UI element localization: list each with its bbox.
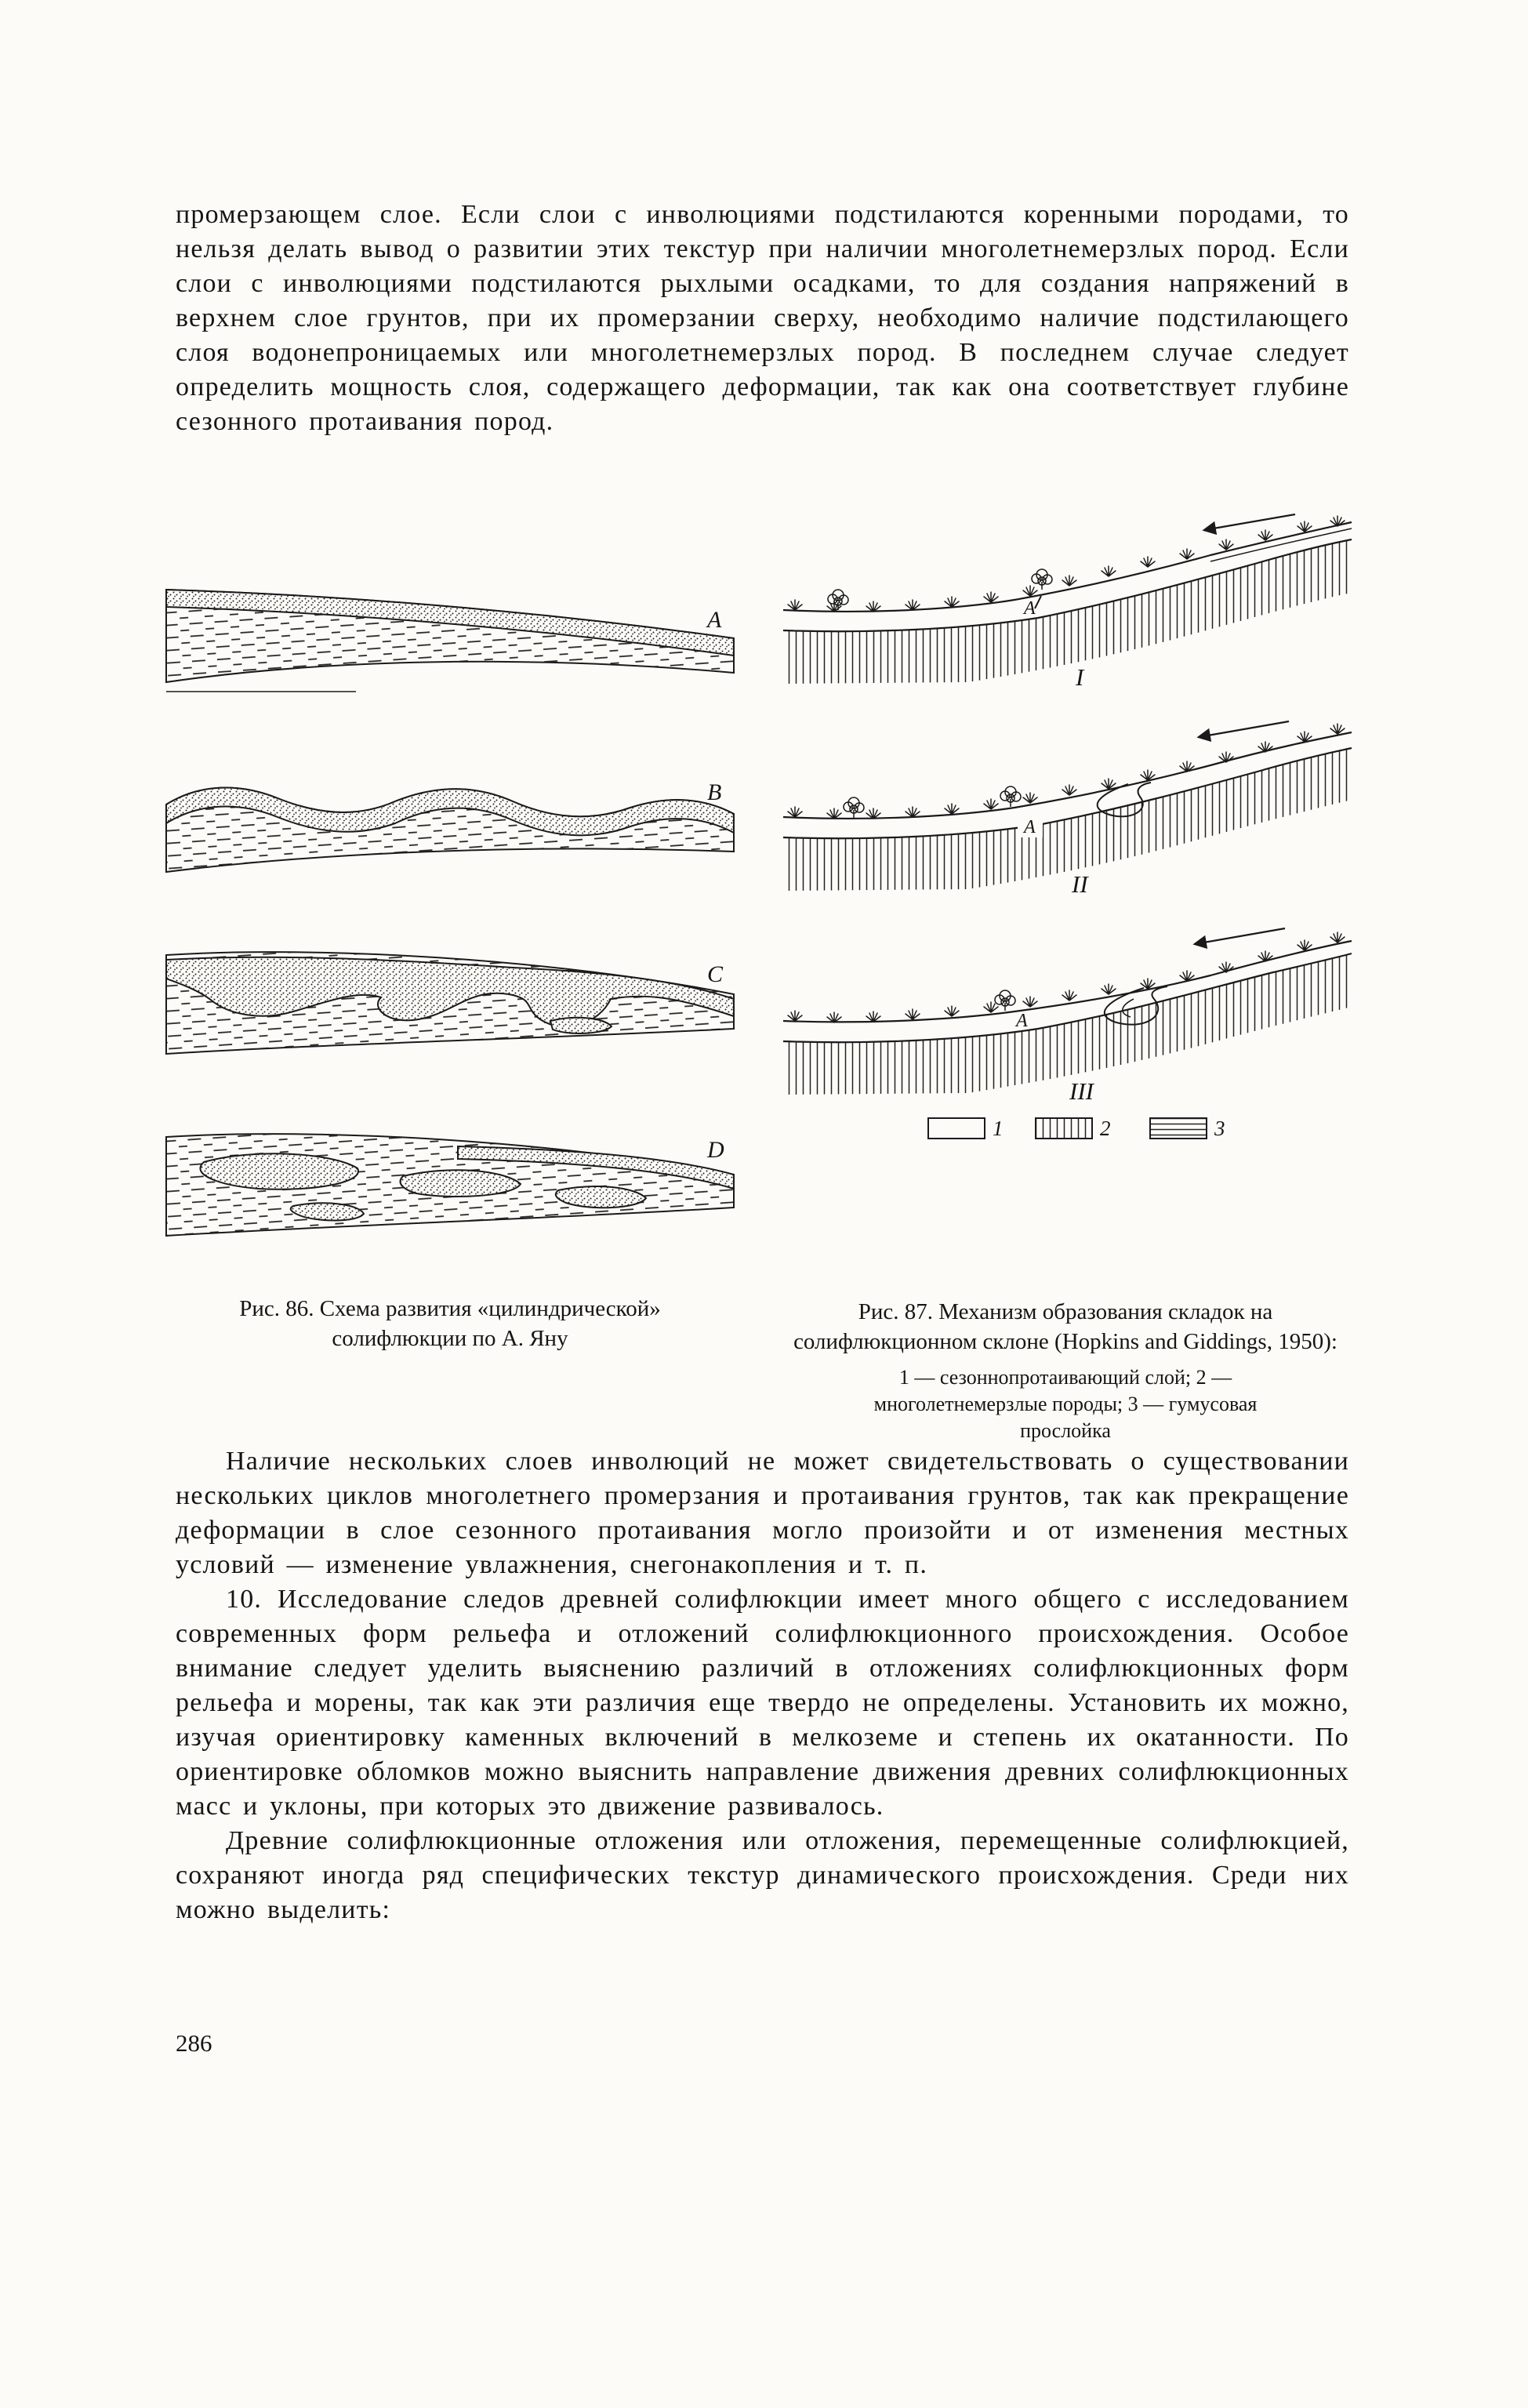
- fold-label: А: [1024, 598, 1036, 619]
- figure-86-panel-b: [160, 753, 740, 890]
- figure-86-panel-c: [160, 933, 740, 1070]
- fold-label: А: [1016, 1011, 1028, 1031]
- legend-number-3: 3: [1214, 1117, 1225, 1140]
- bush-icon: [1032, 569, 1052, 590]
- figure-87-legend: [771, 1110, 1359, 1150]
- figure-86-panel-d: [160, 1113, 740, 1251]
- legend-number-2: 2: [1100, 1117, 1111, 1140]
- fold-label: А: [1024, 817, 1036, 837]
- figure-87-panel-3: [771, 905, 1359, 1101]
- bush-icon: [995, 990, 1015, 1011]
- bush-icon: [844, 797, 864, 818]
- legend-swatch-humus: [1150, 1118, 1207, 1139]
- flow-arrow: [1199, 721, 1289, 737]
- page-number: 286: [176, 2029, 212, 2057]
- figure-87-caption: Рис. 87. Механизм образования складок на солифлюкционном склоне (Hopkins and Giddings, 1950):: [793, 1299, 1337, 1354]
- lens-1: [200, 1153, 358, 1189]
- panel-numeral-1: I: [1076, 663, 1084, 690]
- flow-arrow: [1204, 514, 1295, 530]
- figure-86-caption: Рис. 86. Схема развития «цилиндрической» солифлюкции по А. Яну: [239, 1296, 661, 1351]
- legend-swatch-permafrost: [1036, 1118, 1092, 1139]
- paragraph: Наличие нескольких слоев инволюций не может свидетельствовать о существовании нескольких циклов многолетнего промерзания и протаивания грунтов, так как прекращение деформации в слое сезонного протаивания могло произойти и от изменения местных условий — изменение увлажнения, снегонакопления и т. п.: [176, 1447, 1349, 1579]
- panel-label-c: C: [707, 961, 724, 987]
- figure-86: [160, 494, 740, 1444]
- figure-87-panel-1: [771, 494, 1359, 690]
- bush-icon: [1000, 786, 1021, 807]
- panel-label-b: B: [707, 779, 722, 805]
- panel-numeral-3: III: [1069, 1077, 1094, 1101]
- legend-swatch-thaw: [928, 1118, 985, 1139]
- figure-87-panel-2: [771, 699, 1359, 895]
- flow-arrow: [1195, 928, 1285, 944]
- figure-86-panel-a: [160, 572, 740, 710]
- step-line: [1035, 596, 1041, 608]
- figure-87: [771, 494, 1359, 1444]
- bush-icon: [828, 590, 848, 610]
- legend-number-1: 1: [993, 1117, 1004, 1140]
- panel-numeral-2: II: [1072, 870, 1088, 895]
- paragraph: Древние солифлюкционные отложения или отложения, перемещенные солифлюкцией, сохраняют иногда ряд специфических текстур динамического происхождения. Среди них можно выделить:: [176, 1826, 1349, 1924]
- paragraph: 10. Исследование следов древней солифлюкции имеет много общего с исследованием современных форм рельефа и отложений солифлюкционного происхождения. Особое внимание следует уделить выяснению различий в отложениях солифлюкционных форм рельефа и морены, так как эти различия еще твердо не определены. Установить их можно, изучая ориентировку каменных включений в мелкоземе и степень их окатанности. По ориентировке обломков можно выяснить направление движения древних солифлюкционных масс и уклоны, при которых это движение развивалось.: [176, 1585, 1349, 1821]
- figure-87-legend-text: 1 — сезоннопротаивающий слой; 2 — многолетнемерзлые породы; 3 — гумусовая прослойка: [873, 1366, 1258, 1442]
- figures-row: [160, 494, 1349, 1444]
- panel-label-d: D: [707, 1137, 724, 1163]
- paragraph-continued: промерзающем слое. Если слои с инволюциями подстилаются коренными породами, то нельзя делать вывод о развитии этих текстур при наличии многолетнемерзлых пород. Если слои с инволюциями подстилаются рыхлыми осадками, то для создания напряжений в верхнем слое грунтов, при их промерзании сверху, необходимо наличие подстилающего слоя водонепроницаемых или многолетнемерзлых пород. В последнем случае следует определить мощность слоя, содержащего деформации, так как она соответствует глубине сезонного протаивания пород.: [176, 200, 1349, 436]
- panel-label-a: A: [707, 607, 722, 633]
